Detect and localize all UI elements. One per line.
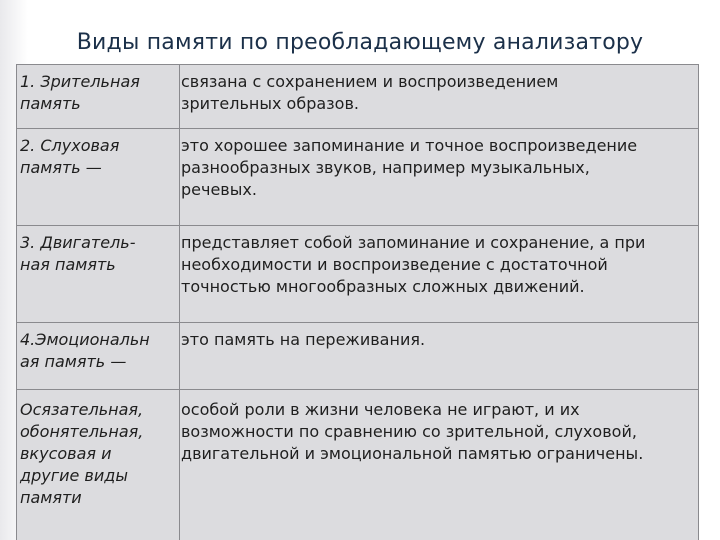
memory-type-cell: 1. Зрительная память (20, 72, 140, 113)
page-title: Виды памяти по преобладающему анализатору (76, 30, 644, 55)
memory-type-cell: 3. Двигатель- ная память (20, 233, 136, 274)
memory-description-cell: это память на переживания. (181, 330, 426, 349)
table-row (17, 390, 698, 540)
memory-description-cell: особой роли в жизни человека не играют, и их возможности по сравнению со зрительной, слуховой, двигательной и эмоциональной памятью ограничены. (181, 400, 644, 463)
memory-types-table (16, 64, 699, 540)
memory-type-cell: Осязательная, обонятельная, вкусовая и другие виды памяти (20, 400, 144, 507)
memory-description-cell: связана с сохранением и воспроизведением зрительных образов. (181, 72, 559, 113)
memory-type-cell: 2. Слуховая память — (20, 136, 120, 177)
table-row (17, 65, 698, 129)
table-row (17, 323, 698, 390)
memory-description-cell: это хорошее запоминание и точное воспроизведение разнообразных звуков, например музыкальных, речевых. (181, 136, 638, 199)
memory-description-cell: представляет собой запоминание и сохранение, а при необходимости и воспроизведение с достаточной точностью многообразных сложных движений. (181, 233, 646, 296)
memory-type-cell: 4.Эмоциональн ая память — (20, 330, 150, 371)
table-row (17, 129, 698, 226)
table-row (17, 226, 698, 323)
